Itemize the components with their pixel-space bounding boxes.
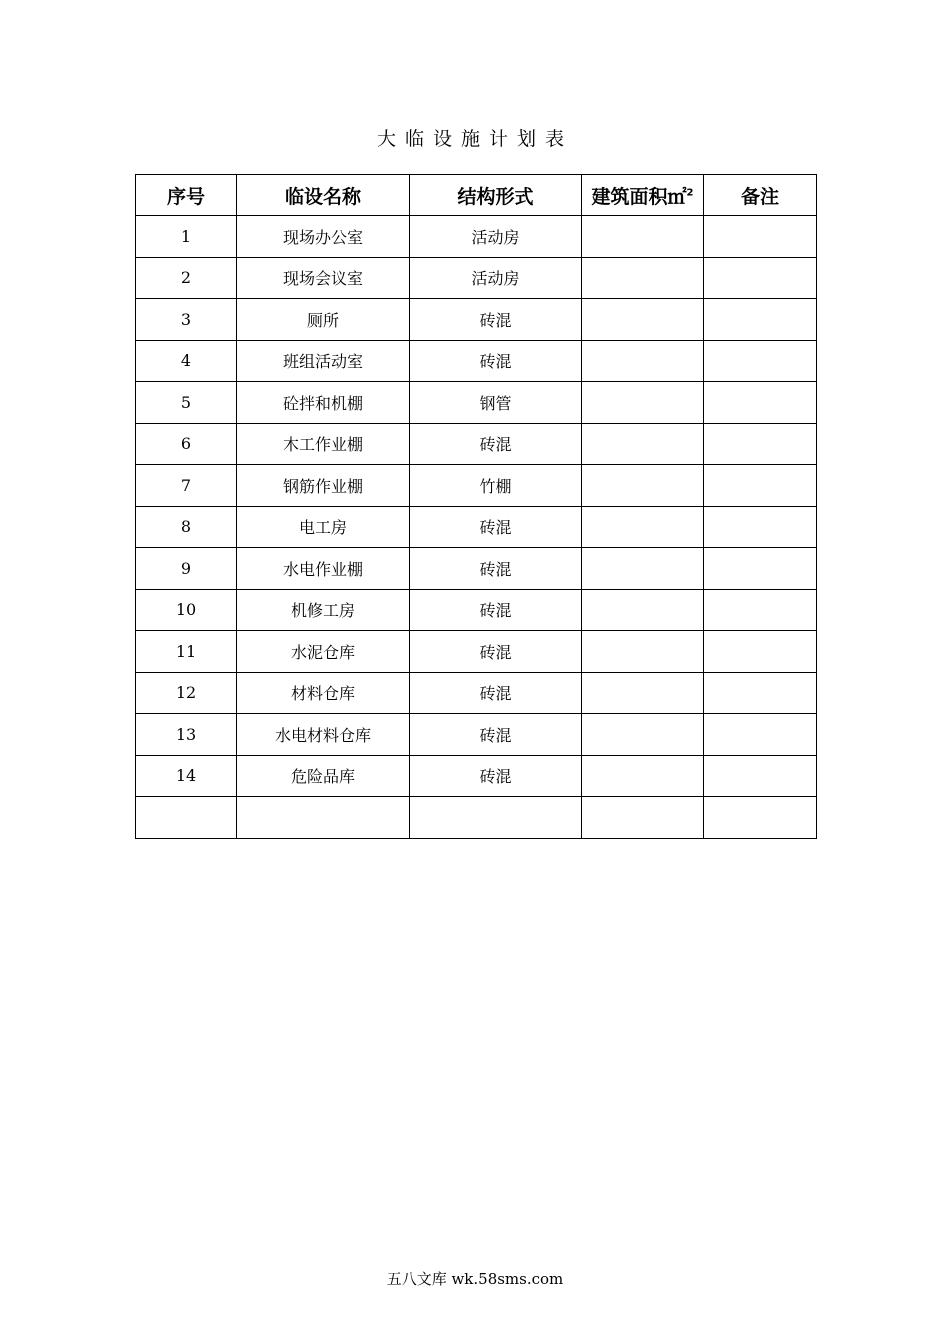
cell-structure: 砖混: [410, 299, 582, 341]
cell-name: 木工作业棚: [237, 423, 410, 465]
cell-seq: 11: [136, 631, 237, 673]
cell-note: [704, 340, 817, 382]
cell-structure: 砖混: [410, 755, 582, 797]
cell-name: 水电作业棚: [237, 548, 410, 590]
cell-note: [704, 797, 817, 839]
table-row: [136, 299, 817, 341]
cell-name: 钢筋作业棚: [237, 465, 410, 507]
cell-seq: 4: [136, 340, 237, 382]
cell-area: [582, 423, 704, 465]
cell-area: [582, 631, 704, 673]
cell-seq: 7: [136, 465, 237, 507]
cell-structure: 砖混: [410, 589, 582, 631]
cell-area: [582, 257, 704, 299]
table-row: [136, 340, 817, 382]
cell-name: 水泥仓库: [237, 631, 410, 673]
cell-note: [704, 216, 817, 258]
cell-area: [582, 548, 704, 590]
cell-name: 班组活动室: [237, 340, 410, 382]
header-seq: 序号: [136, 175, 237, 216]
cell-seq: 1: [136, 216, 237, 258]
cell-structure: 砖混: [410, 423, 582, 465]
table-row: [136, 548, 817, 590]
cell-area: [582, 755, 704, 797]
cell-seq: 13: [136, 714, 237, 756]
cell-name: [237, 797, 410, 839]
cell-area: [582, 382, 704, 424]
cell-seq: 2: [136, 257, 237, 299]
cell-seq: 5: [136, 382, 237, 424]
cell-seq: [136, 797, 237, 839]
cell-note: [704, 299, 817, 341]
cell-note: [704, 257, 817, 299]
cell-structure: 砖混: [410, 672, 582, 714]
table-row: [136, 216, 817, 258]
cell-seq: 14: [136, 755, 237, 797]
cell-area: [582, 797, 704, 839]
cell-structure: 竹棚: [410, 465, 582, 507]
cell-structure: 砖混: [410, 714, 582, 756]
cell-seq: 12: [136, 672, 237, 714]
header-area-sup: 2: [686, 187, 694, 199]
table-row: [136, 714, 817, 756]
cell-name: 材料仓库: [237, 672, 410, 714]
cell-name: 危险品库: [237, 755, 410, 797]
table-row: [136, 257, 817, 299]
table-row: [136, 382, 817, 424]
table-row: [136, 465, 817, 507]
cell-area: [582, 299, 704, 341]
cell-note: [704, 382, 817, 424]
table-row: [136, 506, 817, 548]
header-area-label: 建筑面积㎡: [591, 185, 687, 208]
cell-structure: 活动房: [410, 216, 582, 258]
header-structure: 结构形式: [410, 175, 582, 216]
table-row: [136, 797, 817, 839]
cell-note: [704, 755, 817, 797]
cell-area: [582, 465, 704, 507]
cell-structure: 砖混: [410, 340, 582, 382]
cell-structure: 钢管: [410, 382, 582, 424]
table-row: [136, 423, 817, 465]
cell-seq: 9: [136, 548, 237, 590]
cell-name: 现场会议室: [237, 257, 410, 299]
cell-note: [704, 631, 817, 673]
cell-name: 砼拌和机棚: [237, 382, 410, 424]
table-row: [136, 755, 817, 797]
cell-note: [704, 672, 817, 714]
cell-name: 电工房: [237, 506, 410, 548]
cell-structure: 砖混: [410, 631, 582, 673]
cell-name: 机修工房: [237, 589, 410, 631]
cell-name: 厕所: [237, 299, 410, 341]
cell-seq: 3: [136, 299, 237, 341]
header-area: [582, 175, 704, 216]
cell-area: [582, 672, 704, 714]
table-row: [136, 589, 817, 631]
cell-note: [704, 506, 817, 548]
cell-note: [704, 423, 817, 465]
facility-plan-table: [135, 174, 817, 839]
page-title: 大临设施计划表: [376, 128, 573, 150]
cell-note: [704, 548, 817, 590]
cell-structure: 活动房: [410, 257, 582, 299]
header-note: 备注: [704, 175, 817, 216]
footer-watermark: 五八文库 wk.58sms.com: [386, 1270, 564, 1288]
cell-area: [582, 340, 704, 382]
cell-area: [582, 714, 704, 756]
cell-area: [582, 506, 704, 548]
table-row: [136, 631, 817, 673]
header-name: 临设名称: [237, 175, 410, 216]
cell-seq: 8: [136, 506, 237, 548]
table-header-row: [136, 175, 817, 216]
cell-note: [704, 465, 817, 507]
cell-structure: 砖混: [410, 548, 582, 590]
cell-area: [582, 589, 704, 631]
cell-name: 水电材料仓库: [237, 714, 410, 756]
cell-note: [704, 589, 817, 631]
cell-area: [582, 216, 704, 258]
table-row: [136, 672, 817, 714]
cell-name: 现场办公室: [237, 216, 410, 258]
cell-note: [704, 714, 817, 756]
cell-structure: [410, 797, 582, 839]
cell-seq: 10: [136, 589, 237, 631]
cell-seq: 6: [136, 423, 237, 465]
cell-structure: 砖混: [410, 506, 582, 548]
